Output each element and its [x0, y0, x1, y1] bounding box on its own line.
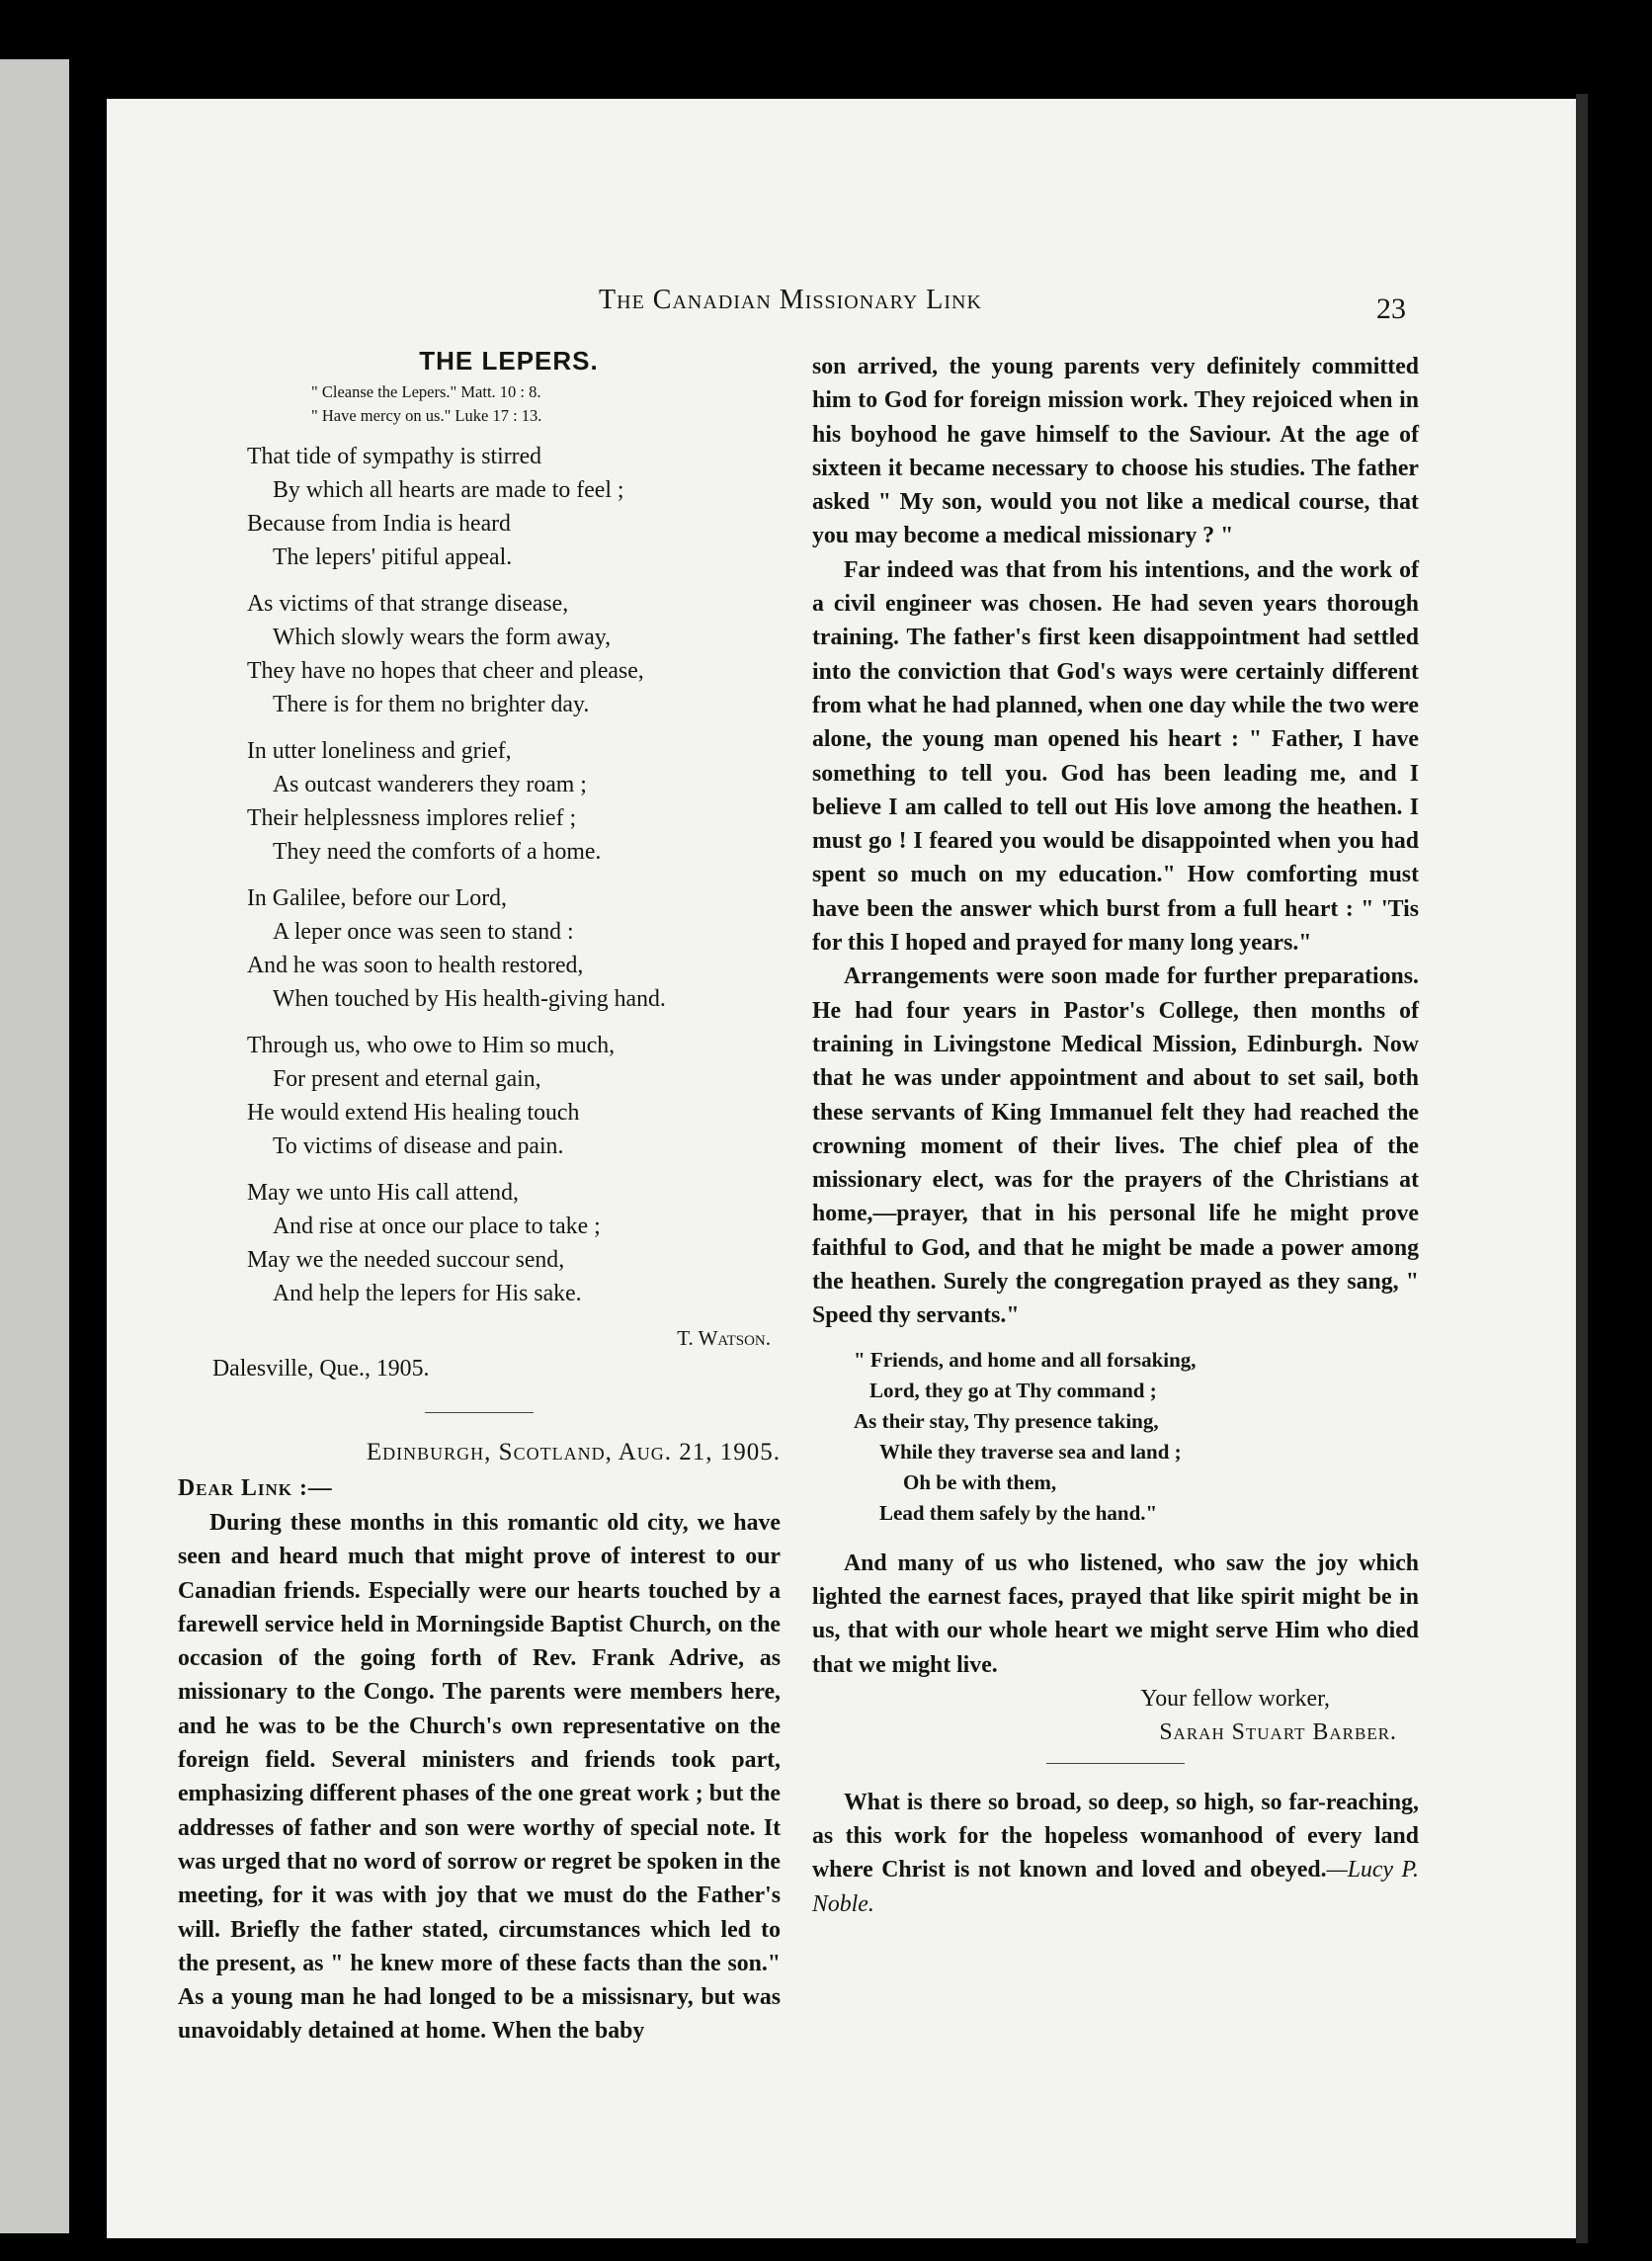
poem-author: T. Watson. [677, 1326, 771, 1350]
hymn-line: While they traverse sea and land ; [879, 1439, 1182, 1464]
poem-line: For present and eternal gain, [273, 1066, 541, 1092]
adjacent-page-edge [0, 59, 69, 2233]
poem-line: Because from India is heard [247, 511, 511, 537]
poem-line: They need the comforts of a home. [273, 839, 602, 865]
poem-stanza [247, 587, 781, 721]
poem-line: The lepers' pitiful appeal. [273, 544, 513, 570]
hymn-line: Oh be with them, [903, 1469, 1057, 1494]
closing-quote [812, 1786, 1419, 1921]
poem-line: And help the lepers for His sake. [273, 1281, 582, 1306]
hymn-line: Lord, they go at Thy command ; [869, 1378, 1157, 1402]
poem-epigraph [311, 380, 781, 428]
poem-stanza [247, 1176, 781, 1310]
poem-title: THE LEPERS. [419, 346, 599, 376]
page-number: 23 [1376, 293, 1406, 325]
poem-line: They have no hopes that cheer and please, [247, 658, 644, 684]
poem-line: There is for them no brighter day. [273, 692, 590, 717]
poem-line: That tide of sympathy is stirred [247, 444, 542, 469]
epigraph-line: " Cleanse the Lepers." Matt. 10 : 8. [311, 382, 541, 401]
left-column [178, 341, 781, 2049]
section-divider [425, 1412, 534, 1413]
poem-line: In Galilee, before our Lord, [247, 885, 507, 911]
letter-paragraph: Far indeed was that from his intentions, and the work of a civil engineer was chosen. He had seven years thorough training. The father's first keen disappointment had settled into the conviction that God's ways were certainly different from what he had planned, when one day while the two were alone, the young man opened his heart : " Father, I have something to tell you. God has been leading me, and I believe I am called to tell out His love among the heathen. I must go ! I feared you would be disappointed when you had spent so much on my education." How comforting must have been the answer which burst from a full heart : " 'Tis for this I hoped and prayed for many long years." [812, 556, 1419, 957]
epigraph-line: " Have mercy on us." Luke 17 : 13. [311, 406, 542, 425]
poem-line: A leper once was seen to stand : [273, 919, 574, 945]
poem-line: Which slowly wears the form away, [273, 625, 612, 650]
poem-line: And rise at once our place to take ; [273, 1214, 601, 1239]
closing-text: Your fellow worker, [1140, 1685, 1330, 1712]
quote-text: What is there so broad, so deep, so high, so far-reaching, as this work for the hopeless womanhood of every land where Christ is not known and loved and obeyed. [812, 1789, 1419, 1884]
poem-line: Through us, who owe to Him so much, [247, 1033, 616, 1058]
letter-paragraph: Arrangements were soon made for further preparations. He had four years in Pastor's College, then months of training in Livingstone Medical Mission, Edinburgh. Now that he was under appointment and about to set sail, both these servants of King Immanuel felt they had reached the crowning moment of their lives. The chief plea of the missionary elect, was for the prayers of the Christians at home,—prayer, that in his personal life he might prove faithful to God, and that he might be made a power among the heathen. Surely the congregation prayed as they sang, " Speed thy servants." [812, 963, 1419, 1329]
poem-line: May we unto His call attend, [247, 1180, 519, 1206]
poem-line: In utter loneliness and grief, [247, 738, 512, 764]
letter-dateline: Edinburgh, Scotland, Aug. 21, 1905. [366, 1439, 781, 1465]
hymn-quote [854, 1345, 1419, 1529]
hymn-line: " Friends, and home and all forsaking, [854, 1347, 1197, 1372]
right-column [812, 350, 1419, 1921]
poem-line: As outcast wanderers they roam ; [273, 772, 587, 797]
poem-line: May we the needed succour send, [247, 1247, 565, 1273]
poem-line: And he was soon to health restored, [247, 953, 584, 978]
poem-line: By which all hearts are made to feel ; [273, 477, 624, 503]
letter-paragraph-continued: son arrived, the young parents very definitely committed him to God for foreign mission work. They rejoiced when in his boyhood he gave himself to the Saviour. At the age of sixteen it became necessary to choose his studies. The father asked " My son, would you not like a medical course, that you may become a medical missionary ? " [812, 354, 1419, 549]
poem-line: Their helplessness implores relief ; [247, 805, 577, 831]
letter-paragraph: During these months in this romantic old city, we have seen and heard much that might prove of interest to our Canadian friends. Especially were our hearts touched by a farewell service held in Morningside Baptist Church, on the occasion of the going forth of Rev. Frank Adrive, as missionary to the Congo. The parents were members here, and he was to be the Church's own representative on the foreign field. Several ministers and friends took part, emphasizing different phases of the one great work ; but the addresses of father and son were worthy of special note. It was urged that no word of sorrow or regret be spoken in the meeting, for it was with joy that we must do the Father's will. Briefly the father stated, circumstances which led to the present, as " he knew more of these facts than the son." As a young man he had longed to be a missisnary, but was unavoidably detained at home. When the baby [178, 1510, 781, 2045]
page-binding-edge [1576, 94, 1588, 2243]
running-head: The Canadian Missionary Link [599, 285, 982, 315]
letter-salutation: Dear Link :— [178, 1475, 333, 1501]
hymn-line: As their stay, Thy presence taking, [854, 1408, 1159, 1433]
poem-place-date: Dalesville, Que., 1905. [212, 1356, 430, 1382]
poem-line: As victims of that strange disease, [247, 591, 569, 617]
letter-signature: Sarah Stuart Barber. [1159, 1718, 1397, 1745]
letter-paragraph: And many of us who listened, who saw the joy which lighted the earnest faces, prayed that like spirit might be in us, that with our whole heart we might serve Him who died that we might live. [812, 1549, 1419, 1678]
poem-stanza [247, 881, 781, 1016]
letter-closing [812, 1682, 1419, 1716]
poem-stanza [247, 734, 781, 869]
hymn-line: Lead them safely by the hand." [879, 1500, 1158, 1525]
poem-line: When touched by His health-giving hand. [273, 986, 666, 1012]
quote-attribution: —Lucy P. Noble. [812, 1857, 1419, 1917]
poem-line: To victims of disease and pain. [273, 1133, 564, 1159]
poem-stanza [247, 1029, 781, 1163]
poem-stanza [247, 440, 781, 574]
section-divider [1046, 1763, 1185, 1764]
poem-line: He would extend His healing touch [247, 1100, 580, 1126]
